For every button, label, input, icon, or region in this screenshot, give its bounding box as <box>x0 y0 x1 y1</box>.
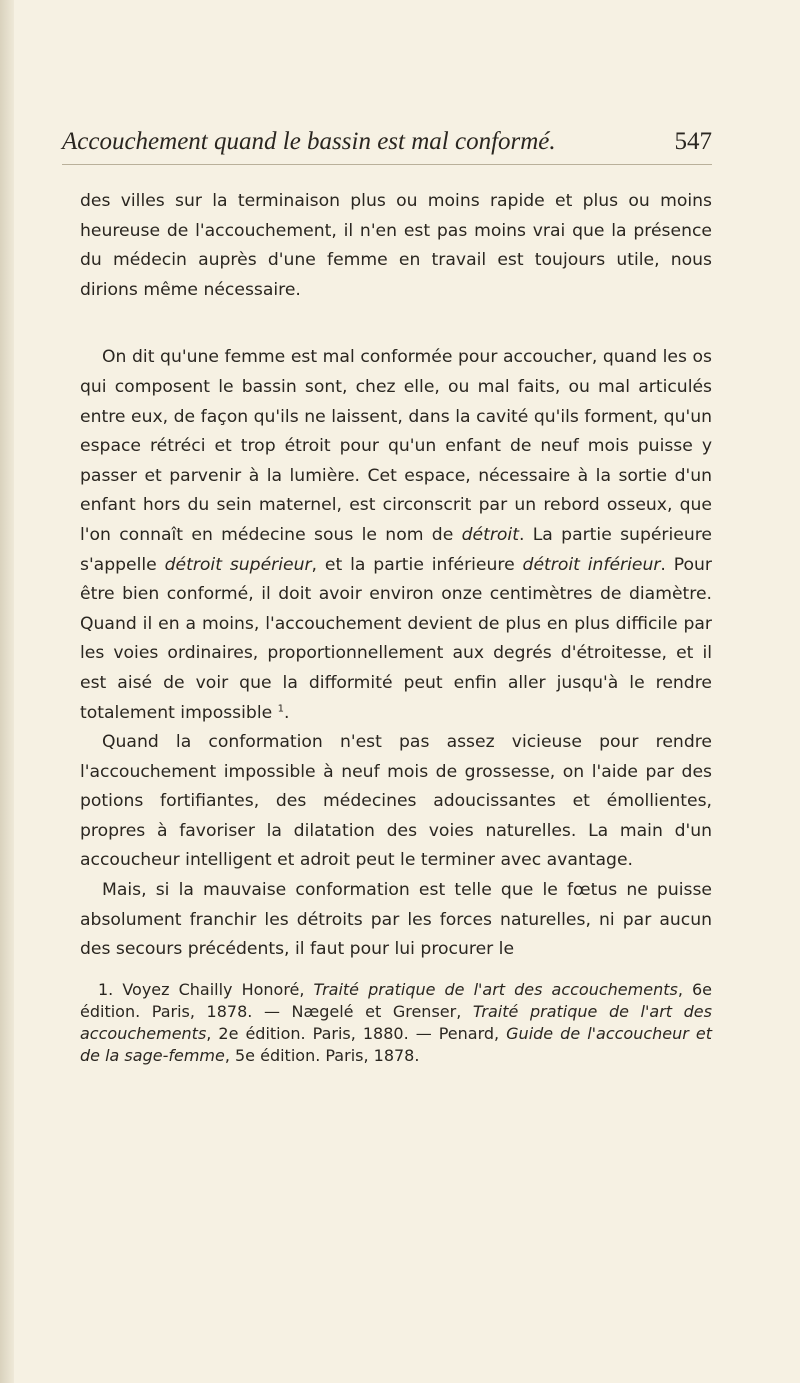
paragraph-severe-case: Mais, si la mauvaise conformation est telle que le fœtus ne puisse absolument franchir les détroits par les forces naturelles, ni par aucun des secours précédents, il faut pour lui procurer le <box>80 880 712 960</box>
footnote-reference: 1 <box>277 702 285 714</box>
paragraph-definition <box>80 343 712 728</box>
footnote-title: Traité pratique de l'art des accouchements <box>313 979 678 999</box>
paragraph-treatment: Quand la conformation n'est pas assez vicieuse pour rendre l'accouchement impossible à neuf mois de grossesse, on l'aide par des potions fortifiantes, des médecines adoucissantes et émollientes, propres à favoriser la dilatation des voies naturelles. La main d'un accoucheur intelligent et adroit peut le terminer avec avantage. <box>80 732 712 871</box>
footnote <box>80 979 712 1067</box>
running-header <box>62 128 712 165</box>
paragraph-text: , et la partie inférieure <box>311 554 523 575</box>
term-detroit-inferieur: détroit inférieur <box>522 554 661 575</box>
running-title: Accouchement quand le bassin est mal conformé. <box>62 128 556 155</box>
paragraph-text: . La partie supérieure s'appelle <box>80 524 712 575</box>
term-detroit-superieur: détroit supérieur <box>164 554 312 575</box>
paragraph-text: On dit qu'une femme est mal conformée pour accoucher, quand les os qui composent le bassin sont, chez elle, ou mal faits, ou mal articulés entre eux, de façon qu'ils ne laissent, dans la cavité qu'ils forment, qu'un espace rétréci et trop étroit pour qu'un enfant de neuf mois puisse y passer et parvenir à la lumière. Cet espace, nécessaire à la sortie d'un enfant hors du sein maternel, est circonscrit par un rebord osseux, que l'on connaît en médecine sous le nom de <box>80 347 712 545</box>
paragraph-text: . <box>284 702 290 723</box>
footnote-title: Traité pratique de l'art des accouchements <box>80 1001 712 1043</box>
footnote-text: , 6e édition. Paris, 1878. — Nægelé et Grenser, <box>80 979 712 1021</box>
body-text <box>80 187 712 965</box>
page-number: 547 <box>674 128 712 155</box>
footnote-text: , 2e édition. Paris, 1880. — Penard, <box>206 1023 507 1043</box>
term-detroit: détroit <box>461 524 519 545</box>
footnote-text: 1. Voyez Chailly Honoré, <box>98 979 314 999</box>
footnote-title: Guide de l'accoucheur et de la sage-femme <box>80 1023 713 1065</box>
book-gutter <box>0 0 14 1383</box>
paragraph-text: . Pour être bien conformé, il doit avoir environ onze centimètres de diamètre. Quand il en a moins, l'accouchement devient de plus en plus difficile par les voies ordinaires, proportionnellement aux degrés d'étroitesse, et il est aisé de voir que la difformité peut enfin aller jusqu'à le rendre totalement impossible <box>80 554 712 723</box>
paragraph-continuation: des villes sur la terminaison plus ou moins rapide et plus ou moins heureuse de l'accouchement, il n'en est pas moins vrai que la présence du médecin auprès d'une femme en travail est toujours utile, nous dirions même nécessaire. <box>80 191 712 300</box>
book-page <box>62 128 712 1067</box>
footnote-text: , 5e édition. Paris, 1878. <box>224 1045 420 1065</box>
